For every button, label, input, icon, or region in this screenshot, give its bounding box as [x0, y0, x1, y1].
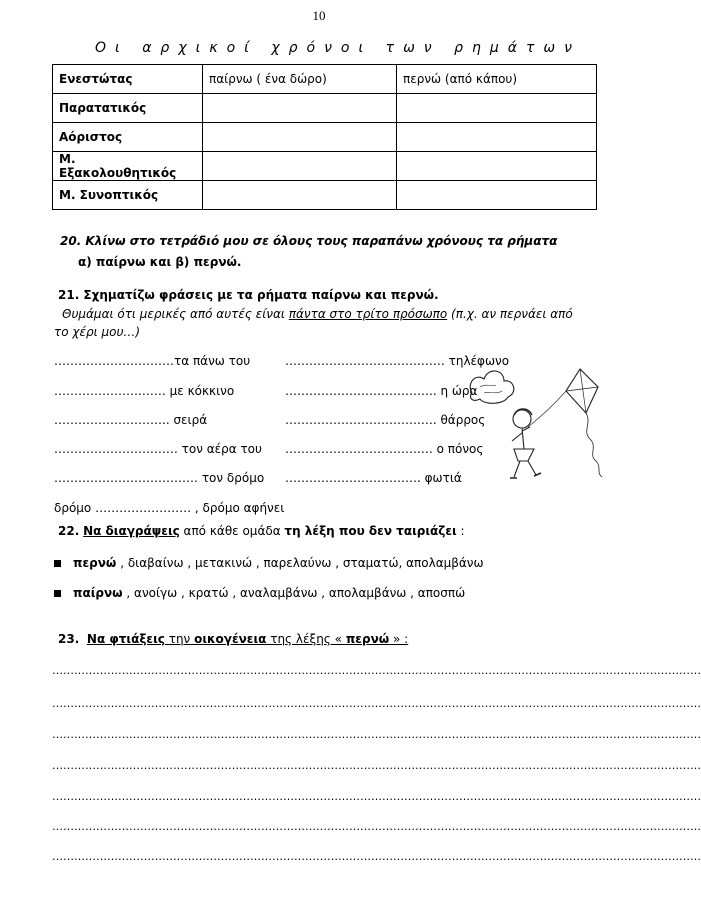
answer-line: …………………………………………………………………………………………………………………………………………………………… [52, 664, 701, 677]
table-cell [203, 152, 397, 181]
ex-number: 22. [58, 524, 80, 538]
ex23-emph: οικογένεια [194, 632, 267, 646]
table-row [53, 94, 597, 123]
table-cell [397, 152, 597, 181]
answer-line: …………………………………………………………………………………………………………………………………………………………… [52, 820, 701, 833]
ex22-key: περνώ [73, 556, 117, 570]
kite-child-illustration [462, 357, 622, 487]
ex22-emph: τη λέξη που δεν ταιριάζει [284, 524, 457, 538]
phrase-left: …………………………τα πάνω του [54, 354, 251, 368]
ex21-heading: 21. Σχηματίζω φράσεις με τα ρήματα παίρνω και περνώ. [58, 288, 439, 302]
table-cell [203, 123, 397, 152]
phrase-left: …………………….…… τον αέρα του [54, 442, 262, 456]
table-cell [397, 94, 597, 123]
tense-label: Παρατατικός [53, 94, 203, 123]
phrase-right: ……………………………….. η ώρα [285, 384, 478, 398]
phrase-right: …………………………….…. θάρρος [285, 413, 486, 427]
phrase-left: ………………….…… με κόκκινο [54, 384, 235, 398]
table-cell [397, 181, 597, 210]
table-row [53, 123, 597, 152]
answer-line: …………………………………………………………………………………………………………………………………………………………… [52, 850, 701, 863]
page-title: Οι αρχικοί χρόνοι των ρημάτων [95, 40, 581, 56]
table-cell [203, 181, 397, 210]
note-underlined: πάντα στο τρίτο πρόσωπο [288, 307, 448, 321]
note-text: Θυμάμαι ότι μερικές από αυτές είναι [62, 307, 289, 321]
ex20-line2: α) παίρνω και β) περνώ. [78, 255, 242, 269]
ex23-text: την [164, 632, 195, 646]
ex22-heading [58, 524, 465, 538]
phrase-left: ……………………………… τον δρόμο [54, 471, 265, 485]
table-row [53, 152, 597, 181]
ex23-text: της λέξης « [266, 632, 346, 646]
ex20-line1: 20. Κλίνω στο τετράδιό μου σε όλους τους παραπάνω χρόνους τα ρήματα [60, 234, 558, 248]
tense-label: Μ. Εξακολουθητικός [53, 152, 203, 181]
ex21-note [62, 307, 573, 321]
tenses-table [52, 64, 597, 210]
table-cell [203, 94, 397, 123]
table-cell: περνώ (από κάπου) [397, 65, 597, 94]
ex21-note-cont: το χέρι μου…) [54, 325, 141, 339]
table-cell [397, 123, 597, 152]
kite-shape [566, 369, 598, 413]
ex22-item [54, 586, 465, 600]
ex22-text: από κάθε ομάδα [179, 524, 285, 538]
ex23-verb: Να φτιάξεις [86, 632, 165, 646]
table-row [53, 181, 597, 210]
ex22-item [54, 556, 484, 570]
ex22-colon: : [456, 524, 465, 538]
ex23-heading [58, 632, 408, 646]
square-bullet-icon [54, 590, 61, 597]
answer-line: …………………………………………………………………………………………………………………………………………………………… [52, 790, 701, 803]
tense-label: Μ. Συνοπτικός [53, 181, 203, 210]
ex22-verb: Να διαγράψεις [83, 524, 180, 538]
ex22-key: παίρνω [73, 586, 123, 600]
phrase-right: …………………………….… ο πόνος [285, 442, 484, 456]
answer-line: …………………………………………………………………………………………………………………………………………………………… [52, 728, 701, 741]
answer-line: …………………………………………………………………………………………………………………………………………………………… [52, 759, 701, 772]
page-number: 10 [312, 8, 326, 23]
table-cell: παίρνω ( ένα δώρο) [203, 65, 397, 94]
tense-label: Ενεστώτας [53, 65, 203, 94]
ex22-words: , ανοίγω , κρατώ , αναλαμβάνω , απολαμβάνω , αποσπώ [122, 586, 466, 600]
phrase-last: δρόμο …………………… , δρόμο αφήνει [54, 501, 285, 515]
ex22-words: , διαβαίνω , μετακινώ , παρελαύνω , σταματώ, απολαμβάνω [116, 556, 484, 570]
square-bullet-icon [54, 560, 61, 567]
tense-label: Αόριστος [53, 123, 203, 152]
phrase-left: ……………………….. σειρά [54, 413, 208, 427]
answer-line: …………………………………………………………………………………………………………………………………………………………… [52, 697, 701, 710]
phrase-right: …………………………….…… τηλέφωνο [285, 354, 510, 368]
ex23-word: περνώ [345, 632, 390, 646]
ex23-text: » : [389, 632, 409, 646]
ex-number: 23. [58, 632, 80, 646]
table-row [53, 65, 597, 94]
phrase-right: ……………………………. φωτιά [285, 471, 462, 485]
note-text: (π.χ. αν περνάει από [447, 307, 573, 321]
